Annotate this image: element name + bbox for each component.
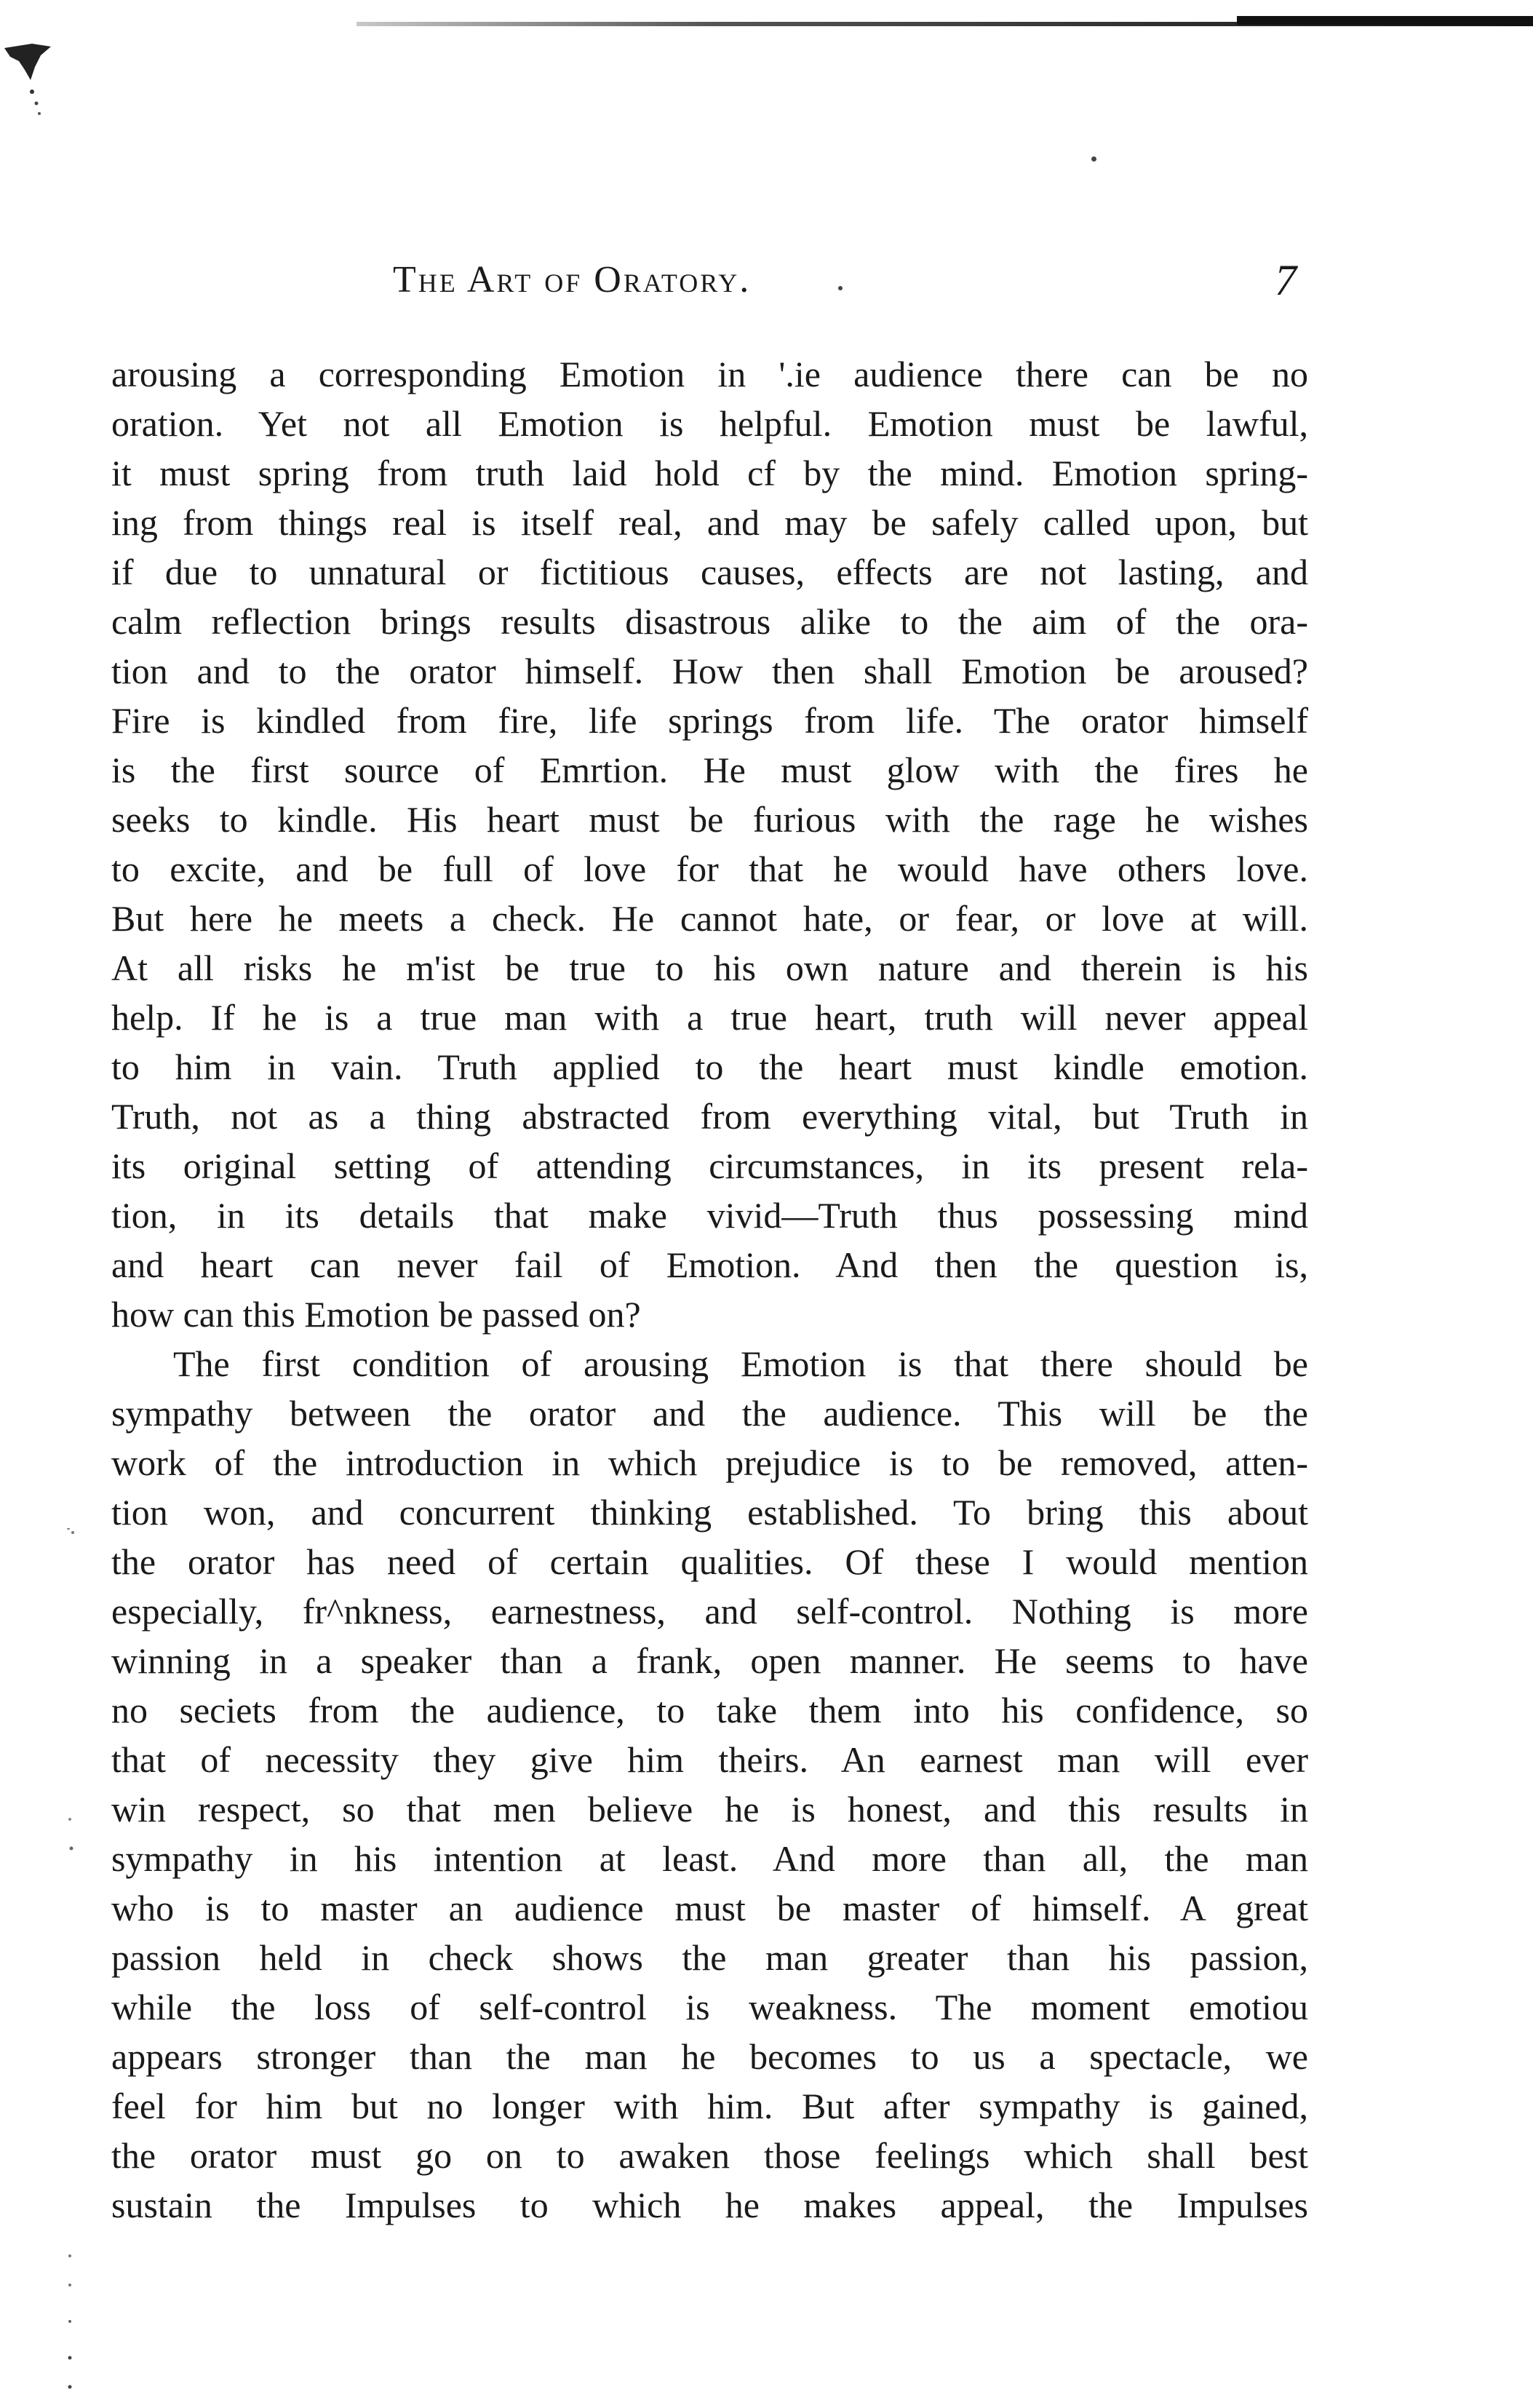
text-line: how can this Emotion be passed on? bbox=[111, 1294, 641, 1335]
text-line: work of the introduction in which prejudice is to be removed, atten- bbox=[111, 1442, 1308, 1483]
text-line: especially, fr^nkness, earnestness, and self-control. Nothing is more bbox=[111, 1591, 1308, 1632]
running-head: The Art of Oratory. bbox=[393, 259, 752, 301]
text-line: tion, in its details that make vivid—Truth thus possessing mind bbox=[111, 1195, 1308, 1236]
text-line: win respect, so that men believe he is honest, and this results in bbox=[111, 1789, 1308, 1829]
text-line: its original setting of attending circumstances, in its present rela- bbox=[111, 1145, 1308, 1186]
top-rule-heavy bbox=[1237, 16, 1533, 25]
text-line: calm reflection brings results disastrous alike to the aim of the ora- bbox=[111, 601, 1308, 642]
text-line: Truth, not as a thing abstracted from everything vital, but Truth in bbox=[111, 1096, 1308, 1137]
text-line: The first condition of arousing Emotion is that there should be bbox=[173, 1343, 1308, 1384]
text-line: to him in vain. Truth applied to the heart must kindle emotion. bbox=[111, 1046, 1308, 1087]
page-number: 7 bbox=[1275, 256, 1297, 304]
speck bbox=[1091, 156, 1096, 162]
text-line: ing from things real is itself real, and may be safely called upon, but bbox=[111, 502, 1308, 543]
text-line: sustain the Impulses to which he makes appeal, the Impulses bbox=[111, 2185, 1308, 2225]
text-line: winning in a speaker than a frank, open manner. He seems to have bbox=[111, 1640, 1308, 1681]
text-line: the orator has need of certain qualities. Of these I would mention bbox=[111, 1541, 1308, 1582]
text-line: sympathy in his intention at least. And more than all, the man bbox=[111, 1838, 1308, 1879]
text-line: is the first source of Emrtion. He must glow with the fires he bbox=[111, 750, 1308, 790]
text-line: if due to unnatural or fictitious causes, effects are not lasting, and bbox=[111, 552, 1308, 592]
torn-corner-mark bbox=[3, 41, 54, 128]
text-line: feel for him but no longer with him. But after sympathy is gained, bbox=[111, 2086, 1308, 2126]
text-line: the orator must go on to awaken those feelings which shall best bbox=[111, 2135, 1308, 2176]
text-line: sympathy between the orator and the audience. This will be the bbox=[111, 1393, 1308, 1434]
text-line: oration. Yet not all Emotion is helpful. Emotion must be lawful, bbox=[111, 403, 1308, 444]
text-line: help. If he is a true man with a true heart, truth will never appeal bbox=[111, 997, 1308, 1038]
text-line: appears stronger than the man he becomes to us a spectacle, we bbox=[111, 2036, 1308, 2077]
text-line: Fire is kindled from fire, life springs from life. The orator himself bbox=[111, 700, 1308, 741]
text-line: tion won, and concurrent thinking established. To bring this about bbox=[111, 1492, 1308, 1533]
text-line: seeks to kindle. His heart must be furious with the rage he wishes bbox=[111, 799, 1308, 840]
text-line: it must spring from truth laid hold cf by the mind. Emotion spring- bbox=[111, 453, 1308, 493]
text-line: tion and to the orator himself. How then shall Emotion be aroused? bbox=[111, 651, 1308, 691]
text-line: no seciets from the audience, to take them into his confidence, so bbox=[111, 1690, 1308, 1730]
text-line: passion held in check shows the man greater than his passion, bbox=[111, 1937, 1308, 1978]
text-line: and heart can never fail of Emotion. And then the question is, bbox=[111, 1244, 1308, 1285]
text-line: But here he meets a check. He cannot hate, or fear, or love at will. bbox=[111, 898, 1308, 939]
text-line: At all risks he m'ist be true to his own nature and therein is his bbox=[111, 947, 1308, 988]
text-line: that of necessity they give him theirs. An earnest man will ever bbox=[111, 1739, 1308, 1780]
text-line: while the loss of self-control is weakness. The moment emotiou bbox=[111, 1987, 1308, 2027]
margin-specks bbox=[64, 1528, 79, 2401]
text-line: who is to master an audience must be master of himself. A great bbox=[111, 1888, 1308, 1928]
text-line: to excite, and be full of love for that he would have others love. bbox=[111, 849, 1308, 889]
text-line: arousing a corresponding Emotion in '.ie audience there can be no bbox=[111, 354, 1308, 394]
body-text bbox=[111, 349, 1308, 2230]
